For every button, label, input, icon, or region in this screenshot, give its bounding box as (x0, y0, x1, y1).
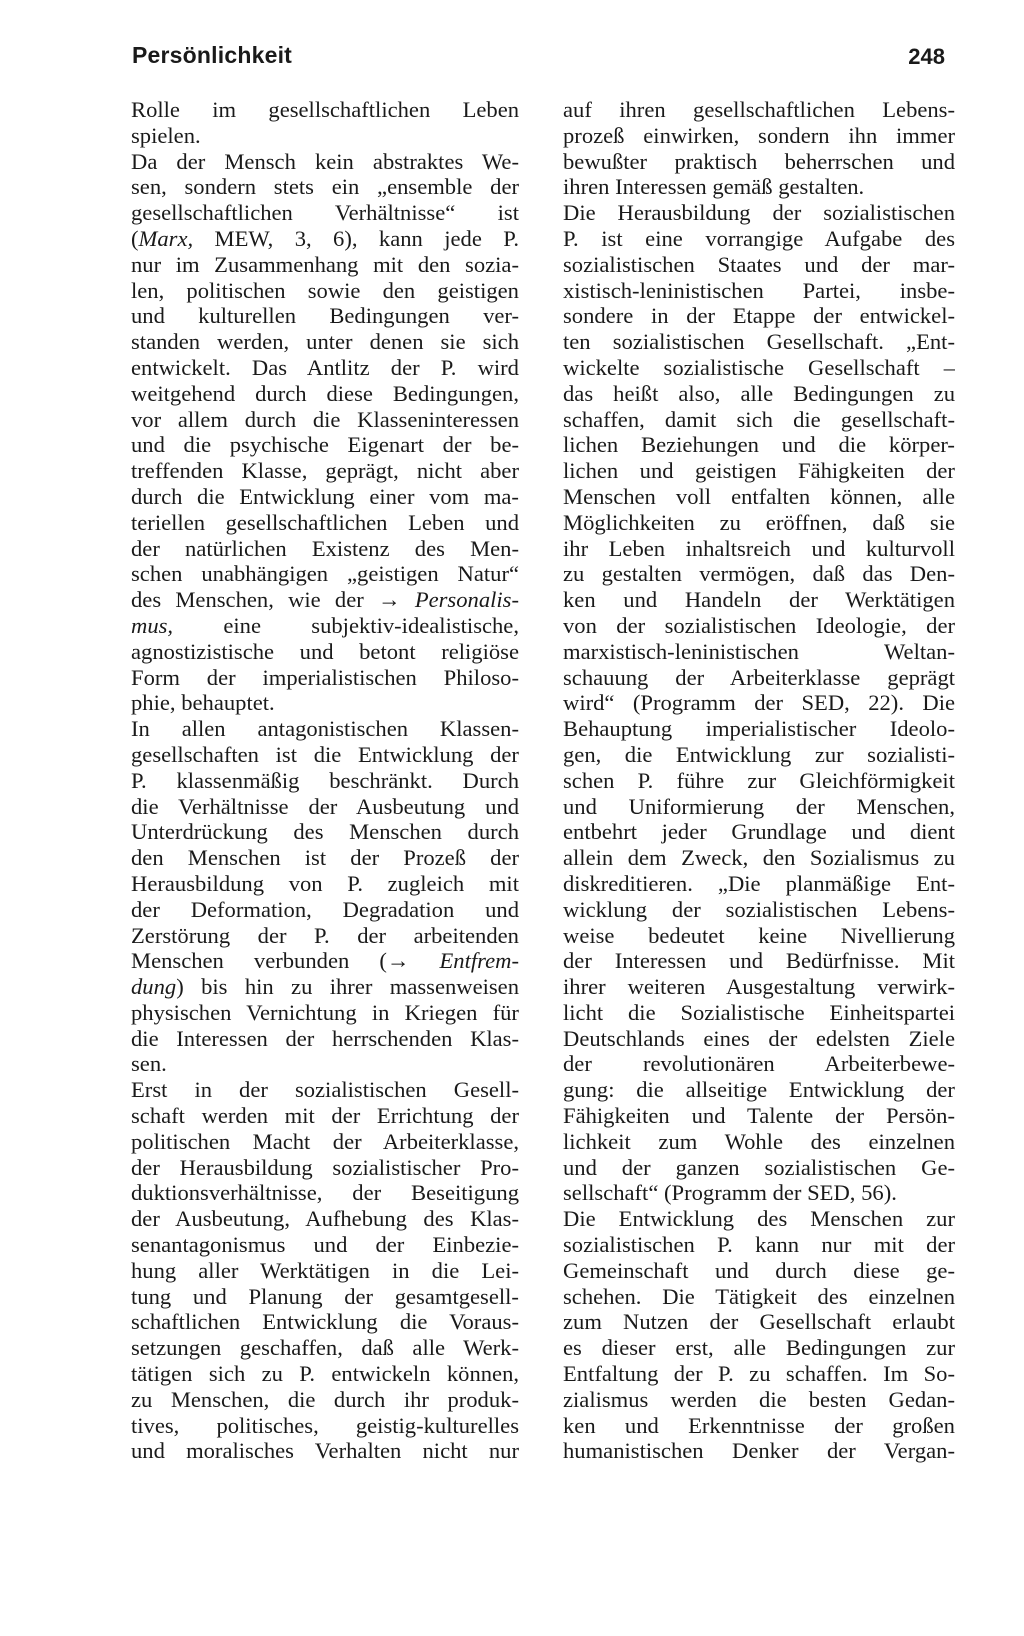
right-column-line: lichen Beziehungen und die körper- (563, 432, 955, 458)
right-column-line: Entfaltung der P. zu schaffen. Im So- (563, 1361, 955, 1387)
left-column-line: hung aller Werktätigen in die Lei- (131, 1257, 519, 1283)
left-column-line: (Marx, MEW, 3, 6), kann jede P. (131, 225, 519, 251)
right-column-line: ten sozialistischen Gesellschaft. „Ent- (563, 329, 955, 355)
left-column-line: Unterdrückung des Menschen durch (131, 819, 519, 845)
left-column-line: len, politischen sowie den geistigen (131, 277, 519, 303)
right-column-line: schauung der Arbeiterklasse geprägt (563, 664, 955, 690)
right-column (563, 97, 955, 1464)
right-column-line: Die Herausbildung der sozialistischen (563, 200, 955, 226)
right-column-line: humanistischen Denker der Vergan- (563, 1438, 955, 1464)
right-column-line: Möglichkeiten zu eröffnen, daß sie (563, 509, 955, 535)
right-column-line: sondere in der Etappe der entwickel- (563, 303, 955, 329)
right-column-line: ihr Leben inhaltsreich und kulturvoll (563, 535, 955, 561)
right-column-line: Deutschlands eines der edelsten Ziele (563, 1025, 955, 1051)
left-column-line: physischen Vernichtung in Kriegen für (131, 999, 519, 1025)
right-column-line: ihrer weiteren Ausgestaltung verwirk- (563, 974, 955, 1000)
right-column-line: lichkeit zum Wohle des einzelnen (563, 1128, 955, 1154)
left-column-line: Zerstörung der P. der arbeitenden (131, 922, 519, 948)
right-column-line: Menschen voll entfalten können, alle (563, 483, 955, 509)
right-column-line: schehen. Die Tätigkeit des einzelnen (563, 1283, 955, 1309)
right-column-line: zialismus werden die besten Gedan- (563, 1386, 955, 1412)
right-column-line: auf ihren gesellschaftlichen Lebens- (563, 97, 955, 122)
left-column-line: Rolle im gesellschaftlichen Leben (131, 97, 519, 122)
left-column-line: In allen antagonistischen Klassen- (131, 716, 519, 742)
left-column-line: duktionsverhältnisse, der Beseitigung (131, 1180, 519, 1206)
left-column-line: und moralisches Verhalten nicht nur (131, 1438, 519, 1464)
left-column-line: die Verhältnisse der Ausbeutung und (131, 793, 519, 819)
left-column-line: phie, behauptet. (131, 690, 275, 716)
left-column-line: weitgehend durch diese Bedingungen, (131, 380, 519, 406)
left-column-line: den Menschen ist der Prozeß der (131, 845, 519, 871)
left-column-line: und die psychische Eigenart der be- (131, 432, 519, 458)
left-column-line: gesellschaftlichen Verhältnisse“ ist (131, 200, 519, 226)
left-column-line: Erst in der sozialistischen Gesell- (131, 1077, 519, 1103)
right-column-line: der Interessen und Bedürfnisse. Mit (563, 948, 955, 974)
left-column-line: vor allem durch die Klasseninteressen (131, 406, 519, 432)
left-column-line: politischen Macht der Arbeiterklasse, (131, 1128, 519, 1154)
right-column-line: allein dem Zweck, den Sozialismus zu (563, 845, 955, 871)
left-column-line: dung) bis hin zu ihrer massenweisen (131, 974, 519, 1000)
right-column-line: weise bedeutet keine Nivellierung (563, 922, 955, 948)
right-column-line: schen P. führe zur Gleichförmigkeit (563, 767, 955, 793)
left-column-line: tives, politisches, geistig-kulturelles (131, 1412, 519, 1438)
left-column-line: agnostizistische und betont religiöse (131, 638, 519, 664)
right-column-line: xistisch-leninistischen Partei, insbe- (563, 277, 955, 303)
left-column-line: Menschen verbunden (→ Entfrem- (131, 948, 519, 974)
right-column-line: zu gestalten vermögen, daß das Den- (563, 561, 955, 587)
right-column-line: schaffen, damit sich die gesellschaft- (563, 406, 955, 432)
right-column-line: sellschaft“ (Programm der SED, 56). (563, 1180, 897, 1206)
left-column-line: schaft werden mit der Errichtung der (131, 1103, 519, 1129)
left-column-line: P. klassenmäßig beschränkt. Durch (131, 767, 519, 793)
right-column-line: Gemeinschaft und durch diese ge- (563, 1257, 955, 1283)
right-column-line: zum Nutzen der Gesellschaft erlaubt (563, 1309, 955, 1335)
page-number: 248 (908, 44, 945, 69)
left-column-line: Form der imperialistischen Philoso- (131, 664, 519, 690)
right-column-line: ken und Erkenntnisse der großen (563, 1412, 955, 1438)
right-column-line: von der sozialistischen Ideologie, der (563, 612, 955, 638)
left-column-line: nur im Zusammenhang mit den sozia- (131, 251, 519, 277)
right-column-line: es dieser erst, alle Bedingungen zur (563, 1335, 955, 1361)
right-column-line: und Uniformierung der Menschen, (563, 793, 955, 819)
right-column-line: wickelte sozialistische Gesellschaft – (563, 354, 955, 380)
left-column-line: schen unabhängigen „geistigen Natur“ (131, 561, 519, 587)
left-column-line: der Herausbildung sozialistischer Pro- (131, 1154, 519, 1180)
right-column-line: sozialistischen Staates und der mar- (563, 251, 955, 277)
right-column-line: prozeß einwirken, sondern ihn immer (563, 122, 955, 148)
left-column-line: durch die Entwicklung einer vom ma- (131, 483, 519, 509)
left-column-line: tung und Planung der gesamtgesell- (131, 1283, 519, 1309)
left-column-line: die Interessen der herrschenden Klas- (131, 1025, 519, 1051)
right-column-line: bewußter praktisch beherrschen und (563, 148, 955, 174)
right-column-line: wicklung der sozialistischen Lebens- (563, 896, 955, 922)
right-column-line: gung: die allseitige Entwicklung der (563, 1077, 955, 1103)
right-column-line: wird“ (Programm der SED, 22). Die (563, 690, 955, 716)
left-column-line: standen werden, unter denen sie sich (131, 329, 519, 355)
left-column-line: teriellen gesellschaftlichen Leben und (131, 509, 519, 535)
right-column-line: Fähigkeiten und Talente der Persön- (563, 1103, 955, 1129)
right-column-line: P. ist eine vorrangige Aufgabe des (563, 225, 955, 251)
right-column-line: und der ganzen sozialistischen Ge- (563, 1154, 955, 1180)
right-column-line: diskreditieren. „Die planmäßige Ent- (563, 870, 955, 896)
left-column-line: Da der Mensch kein abstraktes We- (131, 148, 519, 174)
left-column-line: sen, sondern stets ein „ensemble der (131, 174, 519, 200)
left-column-line: schaftlichen Entwicklung die Voraus- (131, 1309, 519, 1335)
right-column-line: lichen und geistigen Fähigkeiten der (563, 458, 955, 484)
left-column-line: entwickelt. Das Antlitz der P. wird (131, 354, 519, 380)
left-column-line: gesellschaften ist die Entwicklung der (131, 741, 519, 767)
right-column-line: Die Entwicklung des Menschen zur (563, 1206, 955, 1232)
left-column (131, 97, 519, 1464)
left-column-line: setzungen geschaffen, daß alle Werk- (131, 1335, 519, 1361)
left-column-line: sen. (131, 1051, 167, 1077)
left-column-line: spielen. (131, 122, 201, 148)
left-column-line: treffenden Klasse, geprägt, nicht aber (131, 458, 519, 484)
right-column-line: entbehrt jeder Grundlage und dient (563, 819, 955, 845)
left-column-line: des Menschen, wie der → Personalis- (131, 587, 519, 613)
right-column-line: ihren Interessen gemäß gestalten. (563, 174, 865, 200)
left-column-line: mus, eine subjektiv-idealistische, (131, 612, 519, 638)
left-column-line: zu Menschen, die durch ihr produk- (131, 1386, 519, 1412)
right-column-line: das heißt also, alle Bedingungen zu (563, 380, 955, 406)
left-column-line: Herausbildung von P. zugleich mit (131, 870, 519, 896)
right-column-line: marxistisch-leninistischen Weltan- (563, 638, 955, 664)
running-head: Persönlichkeit (132, 42, 293, 68)
right-column-line: sozialistischen P. kann nur mit der (563, 1232, 955, 1258)
left-column-line: senantagonismus und der Einbezie- (131, 1232, 519, 1258)
left-column-line: der natürlichen Existenz des Men- (131, 535, 519, 561)
left-column-line: tätigen sich zu P. entwickeln können, (131, 1361, 519, 1387)
right-column-line: der revolutionären Arbeiterbewe- (563, 1051, 955, 1077)
left-column-line: und kulturellen Bedingungen ver- (131, 303, 519, 329)
right-column-line: licht die Sozialistische Einheitspartei (563, 999, 955, 1025)
right-column-line: ken und Handeln der Werktätigen (563, 587, 955, 613)
left-column-line: der Deformation, Degradation und (131, 896, 519, 922)
left-column-line: der Ausbeutung, Aufhebung des Klas- (131, 1206, 519, 1232)
right-column-line: gen, die Entwicklung zur sozialisti- (563, 741, 955, 767)
right-column-line: Behauptung imperialistischer Ideolo- (563, 716, 955, 742)
